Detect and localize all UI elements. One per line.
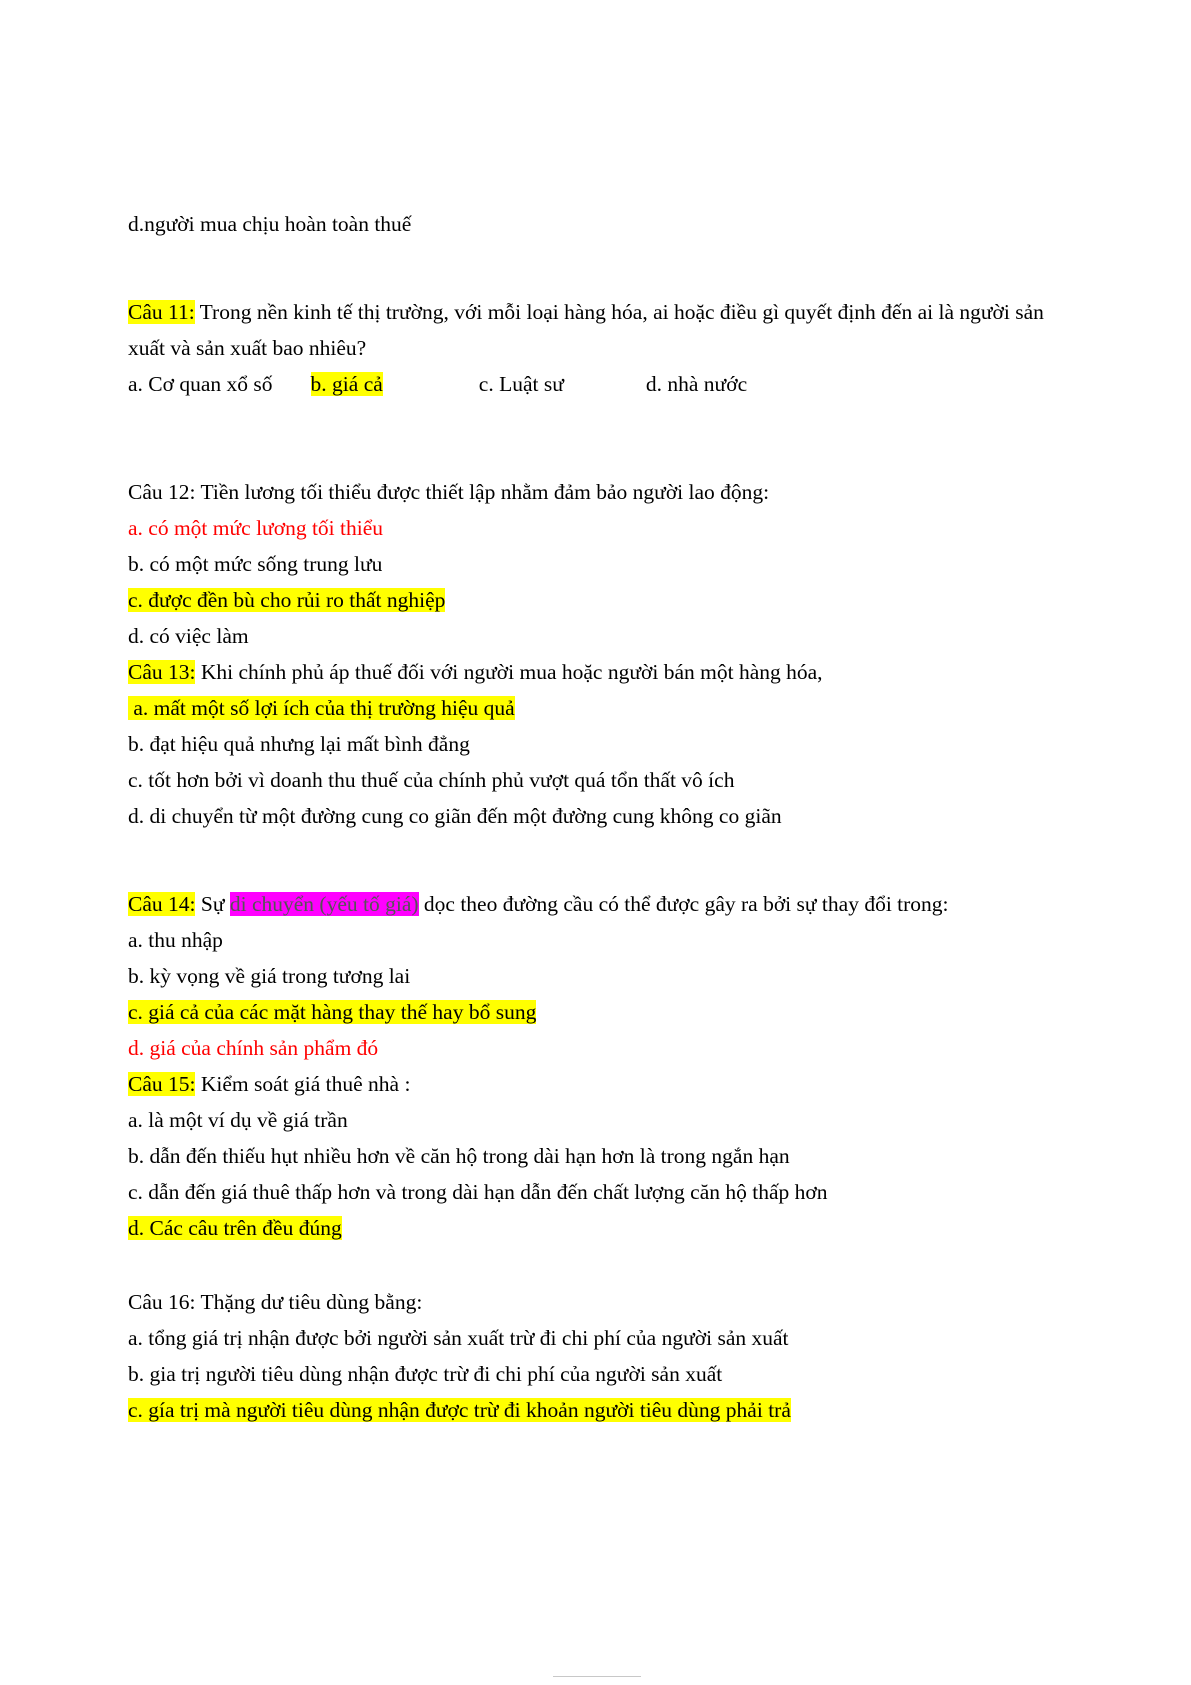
question-11-label: Câu 11: (128, 300, 195, 324)
question-15-option-b: b. dẫn đến thiếu hụt nhiều hơn về căn hộ trong dài hạn hơn là trong ngắn hạn (128, 1144, 790, 1168)
question-13-option-c: c. tốt hơn bởi vì doanh thu thuế của chính phủ vượt quá tổn thất vô ích (128, 768, 735, 792)
question-16-option-b: b. gia trị người tiêu dùng nhận được trừ đi chi phí của người sản xuất (128, 1362, 723, 1386)
question-15-label: Câu 15: (128, 1072, 196, 1096)
question-12-option-d: d. có việc làm (128, 624, 249, 648)
question-12-stem (128, 474, 1058, 510)
question-12-option-c (128, 582, 1058, 618)
question-14-text-after: dọc theo đường cầu có thể được gây ra bởi sự thay đổi trong: (418, 892, 949, 916)
question-11-inline-options (128, 366, 1058, 402)
question-15-option-d (128, 1210, 1058, 1246)
question-14-option-b: b. kỳ vọng về giá trong tương lai (128, 964, 411, 988)
question-14-option-c (128, 994, 1058, 1030)
question-11-option-a: a. Cơ quan xổ số (128, 372, 273, 396)
question-16-stem (128, 1284, 1058, 1320)
question-11-stem (128, 294, 1058, 366)
question-16-option-c-text: c. gía trị mà người tiêu dùng nhận được trừ đi khoản người tiêu dùng phải trả (128, 1398, 791, 1422)
question-16-label: Câu 16: (128, 1290, 196, 1314)
question-11-text: Trong nền kinh tế thị trường, với mỗi loại hàng hóa, ai hoặc điều gì quyết định đến ai là người sản xuất và sản xuất bao nhiêu? (128, 300, 1050, 360)
question-16-option-c (128, 1392, 1058, 1428)
document-body (128, 206, 1058, 1428)
question-13-stem (128, 654, 1058, 690)
question-15-stem (128, 1066, 1058, 1102)
question-14-label: Câu 14: (128, 892, 196, 916)
question-11-option-b: b. giá cả (310, 372, 383, 396)
question-11-option-d: d. nhà nước (645, 372, 748, 396)
question-14-stem (128, 886, 1058, 922)
question-11-option-c: c. Luật sư (478, 372, 564, 396)
question-11 (128, 294, 1058, 402)
question-13-option-a-text: a. mất một số lợi ích của thị trường hiệu quả (128, 696, 515, 720)
question-12 (128, 474, 1058, 654)
page-bottom-divider (553, 1676, 641, 1677)
question-13-option-b: b. đạt hiệu quả nhưng lại mất bình đẳng (128, 732, 470, 756)
question-14-option-c-text: c. giá cả của các mặt hàng thay thế hay bổ sung (128, 1000, 537, 1024)
question-16-text: Thặng dư tiêu dùng bằng: (195, 1290, 423, 1314)
question-14-option-a: a. thu nhập (128, 928, 223, 952)
carryover-option-d: d.người mua chịu hoàn toàn thuế (128, 212, 412, 236)
question-15-text: Kiểm soát giá thuê nhà : (195, 1072, 411, 1096)
question-14-text-before: Sự (195, 892, 230, 916)
question-13-text: Khi chính phủ áp thuế đối với người mua hoặc người bán một hàng hóa, (195, 660, 823, 684)
question-12-option-c-text: c. được đền bù cho rủi ro thất nghiệp (128, 588, 446, 612)
question-14-option-d: d. giá của chính sản phẩm đó (128, 1036, 379, 1060)
question-12-label: Câu 12: (128, 480, 196, 504)
question-13-option-d: d. di chuyển từ một đường cung co giãn đến một đường cung không co giãn (128, 804, 782, 828)
question-14 (128, 886, 1058, 1066)
question-13 (128, 654, 1058, 834)
question-15-option-d-text: d. Các câu trên đều đúng (128, 1216, 342, 1240)
question-13-option-a (128, 690, 1058, 726)
question-12-option-b: b. có một mức sống trung lưu (128, 552, 383, 576)
question-16-option-a: a. tổng giá trị nhận được bởi người sản xuất trừ đi chi phí của người sản xuất (128, 1326, 789, 1350)
question-12-text: Tiền lương tối thiểu được thiết lập nhằm đảm bảo người lao động: (195, 480, 770, 504)
question-13-label: Câu 13: (128, 660, 196, 684)
question-15 (128, 1066, 1058, 1246)
question-15-option-a: a. là một ví dụ về giá trần (128, 1108, 348, 1132)
question-16 (128, 1284, 1058, 1428)
question-15-option-c: c. dẫn đến giá thuê thấp hơn và trong dài hạn dẫn đến chất lượng căn hộ thấp hơn (128, 1180, 828, 1204)
question-14-highlighted-phrase: di chuyển (yếu tố giá) (229, 892, 419, 916)
question-12-option-a: a. có một mức lương tối thiểu (128, 516, 384, 540)
